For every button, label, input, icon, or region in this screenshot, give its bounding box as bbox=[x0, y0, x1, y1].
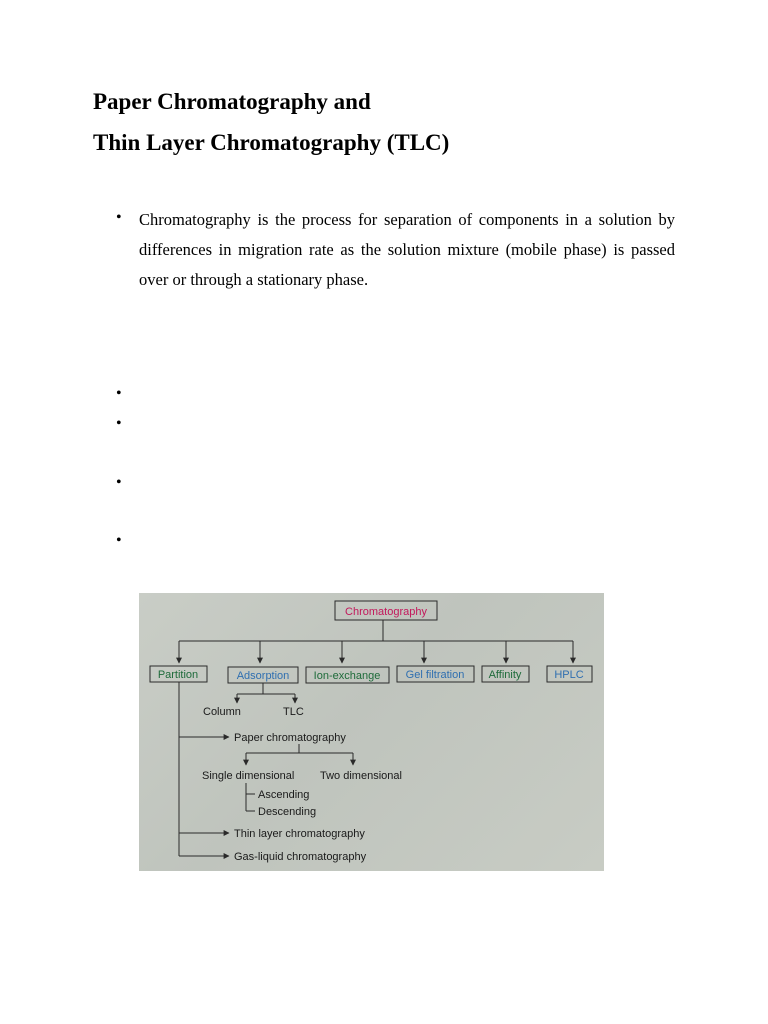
root-node-label: Chromatography bbox=[345, 606, 427, 618]
adsorption-child-column: Column bbox=[203, 706, 241, 718]
branch-adsorption: Adsorption bbox=[236, 670, 290, 682]
partition-child-gas-liquid: Gas-liquid chromatography bbox=[234, 851, 367, 863]
branch-affinity: Affinity bbox=[488, 669, 522, 681]
chromatography-classification-diagram bbox=[139, 593, 604, 871]
empty-bullet-marker: • bbox=[116, 385, 122, 402]
partition-child-paper: Paper chromatography bbox=[234, 732, 346, 744]
single-child-descending: Descending bbox=[258, 806, 317, 818]
empty-bullet-marker: • bbox=[116, 415, 122, 432]
document-title-line-2: Thin Layer Chromatography (TLC) bbox=[93, 130, 450, 155]
document-title-line-1: Paper Chromatography and bbox=[93, 89, 371, 114]
empty-bullet-marker: • bbox=[116, 532, 122, 549]
empty-bullet-marker: • bbox=[116, 474, 122, 491]
bullet-marker: • bbox=[116, 209, 122, 226]
branch-ion-exchange: Ion-exchange bbox=[313, 670, 381, 682]
paper-child-single: Single dimensional bbox=[202, 770, 295, 782]
single-child-ascending: Ascending bbox=[258, 789, 310, 801]
partition-child-thin-layer: Thin layer chromatography bbox=[234, 828, 365, 840]
adsorption-child-tlc: TLC bbox=[283, 706, 304, 718]
branch-partition: Partition bbox=[157, 669, 199, 681]
definition-paragraph: Chromatography is the process for separation of components in a solution by differences in migration rate as the solution mixture (mobile phase) is passed over or through a stationary phase. bbox=[139, 210, 675, 289]
branch-gel-filtration: Gel filtration bbox=[405, 669, 465, 681]
paper-child-two: Two dimensional bbox=[320, 770, 402, 782]
diagram-svg bbox=[139, 593, 604, 871]
branch-hplc: HPLC bbox=[554, 669, 584, 681]
